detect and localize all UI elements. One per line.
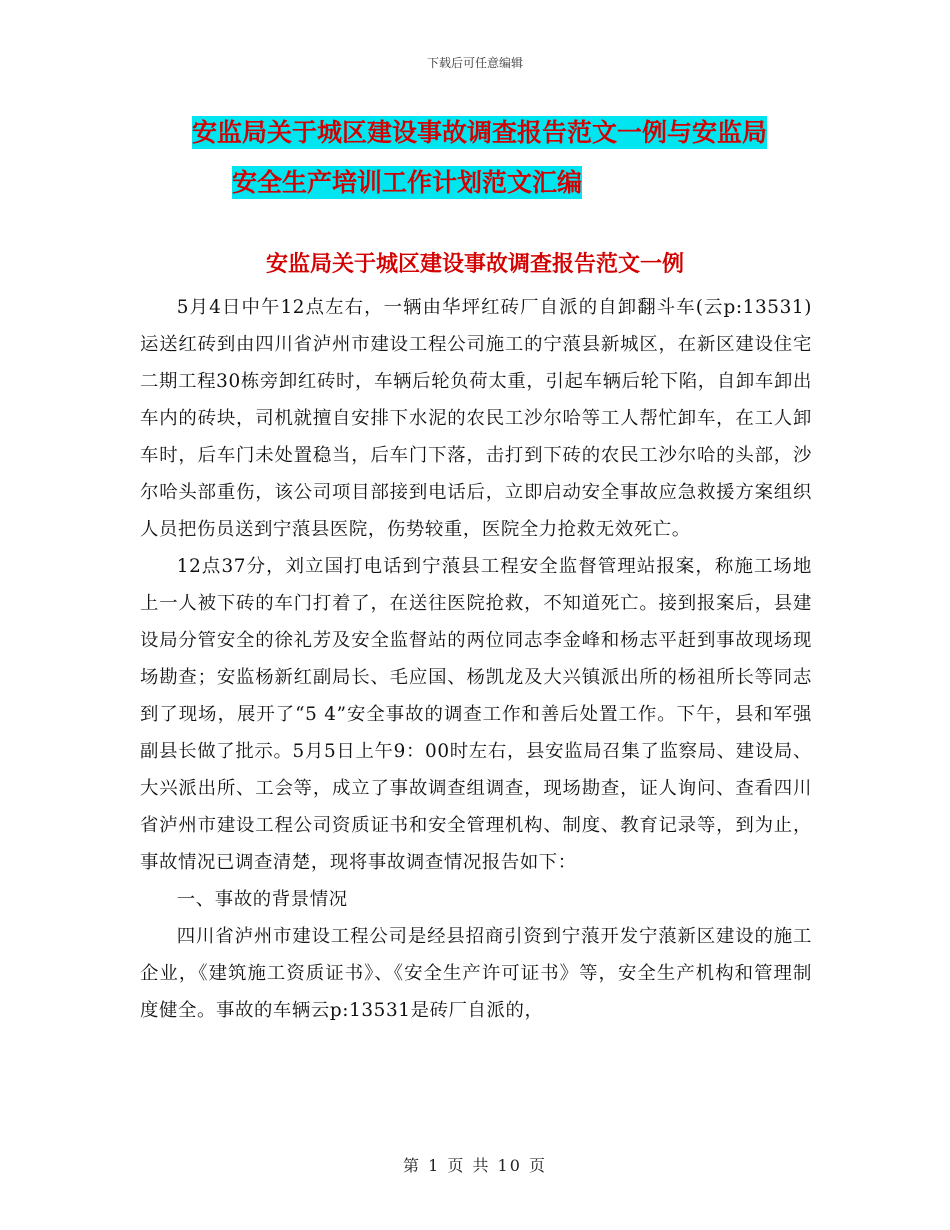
- document-title-line-1-text: 安监局关于城区建设事故调查报告范文一例与安监局: [192, 118, 768, 147]
- page-number-footer: 第 1 页 共 10 页: [403, 1156, 547, 1175]
- paragraph-4: 四川省泸州市建设工程公司是经县招商引资到宁蒗开发宁蒗新区建设的施工企业，《建筑施工资质证书》、《安全生产许可证书》等，安全生产机构和管理制度健全。事故的车辆云p:13531是砖厂自派的，: [140, 926, 812, 1021]
- document-title-line-2: [140, 158, 820, 208]
- document-title: [140, 108, 820, 208]
- document-body: [140, 289, 812, 1029]
- document-title-line-1: [140, 108, 820, 158]
- document-title-line-2-text: 安全生产培训工作计划范文汇编: [232, 168, 583, 197]
- paragraph-3-heading: 一、事故的背景情况: [176, 889, 348, 910]
- paragraph-1: 5月4日中午12点左右，一辆由华坪红砖厂自派的自卸翻斗车(云p:13531)运送红砖到由四川省泸州市建设工程公司施工的宁蒗县新城区，在新区建设住宅二期工程30栋旁卸红砖时，车辆后轮负荷太重，引起车辆后轮下陷，自卸车卸出车内的砖块，司机就擅自安排下水泥的农民工沙尔哈等工人帮忙卸车，在工人卸车时，后车门未处置稳当，后车门下落，击打到下砖的农民工沙尔哈的头部，沙尔哈头部重伤，该公司项目部接到电话后，立即启动安全事故应急救援方案组织人员把伤员送到宁蒗县医院，伤势较重，医院全力抢救无效死亡。: [140, 297, 812, 540]
- section-title: 安监局关于城区建设事故调查报告范文一例: [265, 252, 684, 277]
- paragraph-2: 12点37分，刘立国打电话到宁蒗县工程安全监督管理站报案，称施工场地上一人被下砖的车门打着了，在送往医院抢救，不知道死亡。接到报案后，县建设局分管安全的徐礼芳及安全监督站的两位同志李金峰和杨志平赶到事故现场现场勘查；安监杨新红副局长、毛应国、杨凯龙及大兴镇派出所的杨祖所长等同志到了现场，展开了“5 4”安全事故的调查工作和善后处置工作。下午，县和军强副县长做了批示。5月5日上午9：00时左右，县安监局召集了监察局、建设局、大兴派出所、工会等，成立了事故调查组调查，现场勘查，证人询问、查看四川省泸州市建设工程公司资质证书和安全管理机构、制度、教育记录等，到为止，事故情况已调查清楚，现将事故调查情况报告如下：: [140, 556, 812, 873]
- header-note: 下载后可任意编辑: [426, 56, 523, 70]
